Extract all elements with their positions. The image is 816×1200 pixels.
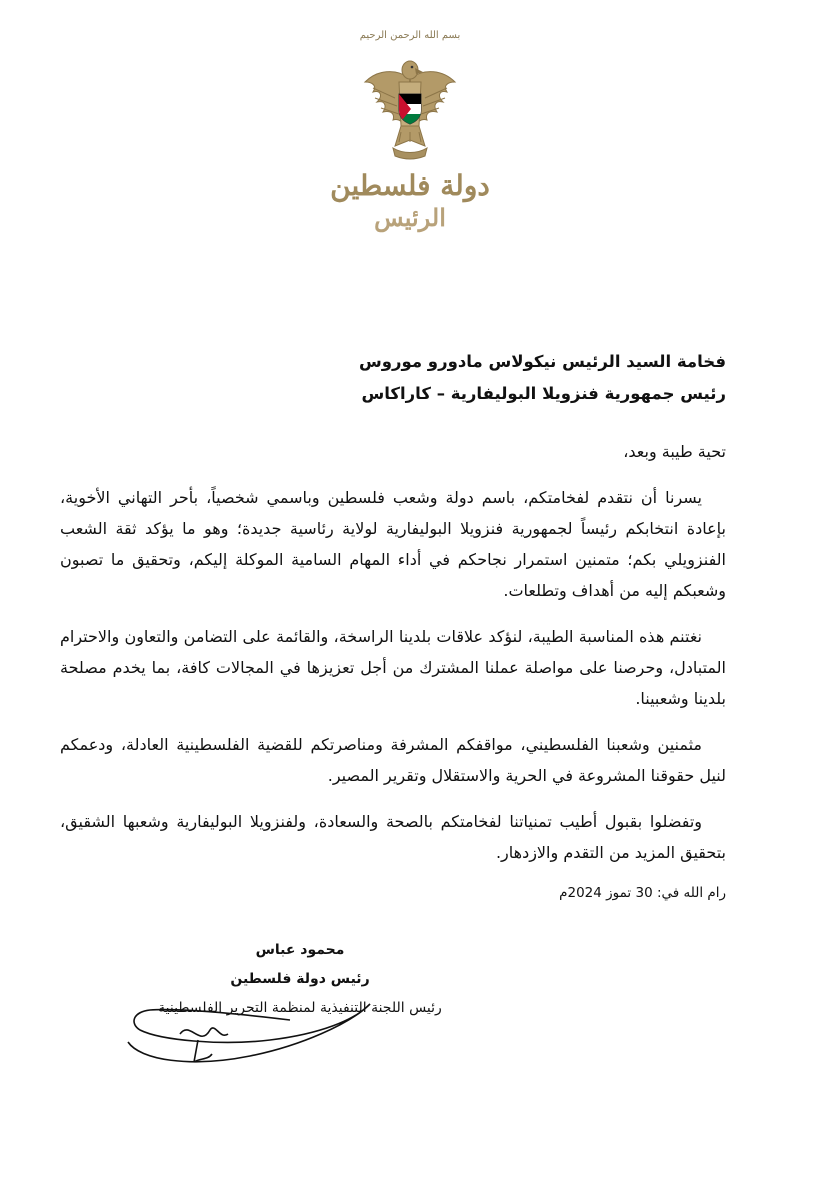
paragraph: وتفضلوا بقبول أطيب تمنياتنا لفخامتكم بالصحة والسعادة، ولفنزويلا البوليفارية وشعبها الشقيق، بتحقيق المزيد من التقدم والازدهار. [60,812,726,862]
signature-block [140,936,460,1023]
signatory-title-2: رئيس اللجنة التنفيذية لمنظمة التحرير الفلسطينية [158,1000,442,1016]
basmala: بسم الله الرحمن الرحيم [359,30,461,41]
paragraph: يسرنا أن نتقدم لفخامتكم، باسم دولة وشعب فلسطين وباسمي شخصياً، بأحر التهاني الأخوية، بإعادة انتخابكم رئيساً لجمهورية فنزويلا البوليفارية لولاية رئاسية جديدة؛ وهو ما يؤكد ثقة الشعب الفنزويلي بكم؛ متمنين استمرار نجاحكم في أداء المهام السامية الموكلة إليكم، وتحقيق ما تصبون وشعبكم إليه من أهداف وتطلعات. [60,488,726,600]
president-title: الرئيس [374,203,446,232]
state-name: دولة فلسطين [330,169,490,202]
letter-body [60,346,726,903]
paragraph: مثمنين وشعبنا الفلسطيني، مواقفكم المشرفة ومناصرتكم للقضية الفلسطينية العادلة، ودعمكم لنيل حقوقنا المشروعة في الحرية والاستقلال وتقرير المصير. [60,735,726,785]
letter-date: رام الله في: 30 تموز 2024م [559,885,726,901]
signatory-title-1: رئيس دولة فلسطين [230,971,370,987]
letterhead [300,28,520,232]
addressee-line-2: رئيس جمهورية فنزويلا البوليفارية – كاراكاس [361,384,726,403]
paragraph: نغتنم هذه المناسبة الطيبة، لنؤكد علاقات بلدينا الراسخة، والقائمة على التضامن والتعاون والاحترام المتبادل، وحرصنا على مواصلة عملنا المشترك من أجل تعزيزها في المجالات كافة، بما يخدم مصلحة بلدينا وشعبينا. [60,627,726,708]
signatory-name: محمود عباس [255,942,345,958]
addressee-line-1: فخامة السيد الرئيس نيكولاس مادورو موروس [358,352,726,371]
palestine-eagle-emblem-icon [355,48,465,166]
greeting: تحية طيبة وبعد، [623,442,726,461]
